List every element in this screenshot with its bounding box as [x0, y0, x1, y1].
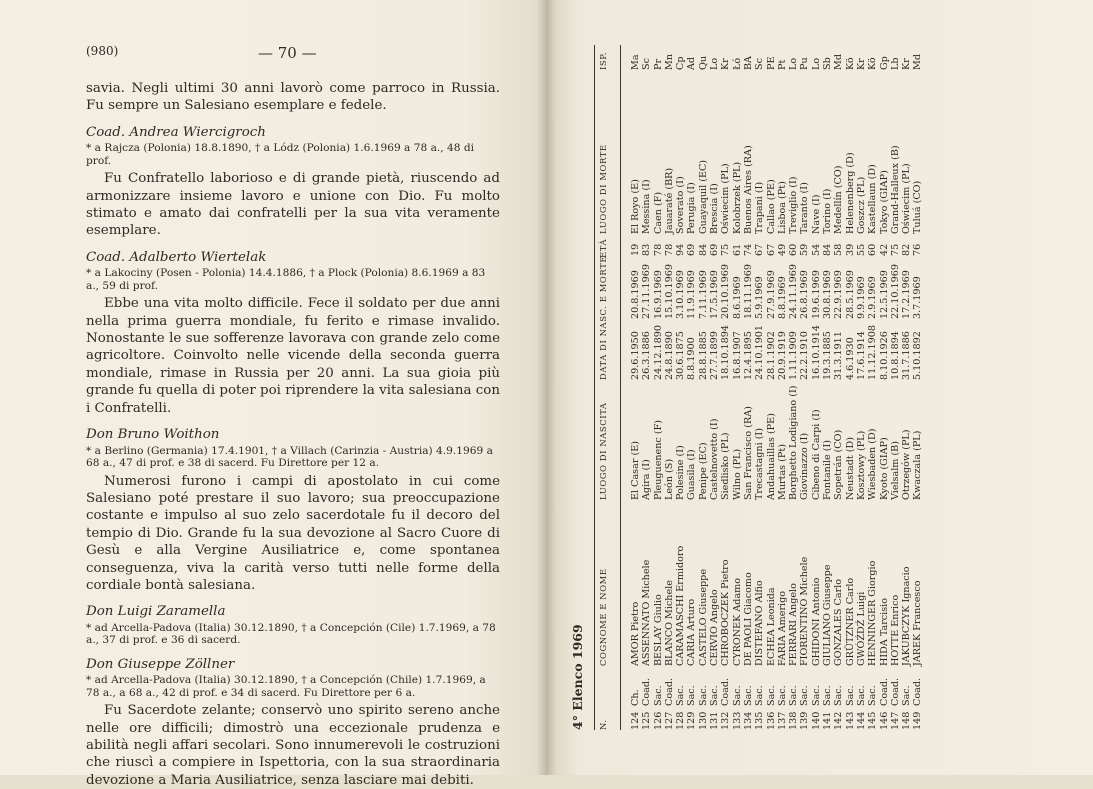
- row-data-morte: 27.11.1969: [641, 264, 653, 319]
- row-nome: GONZALES Carlo: [833, 578, 845, 666]
- rotated-table: [570, 40, 1050, 730]
- row-data-morte: 11.9.1969: [686, 270, 698, 319]
- row-eta: 69: [686, 243, 698, 256]
- row-luogo-nascita: Murtas (Pt): [776, 444, 788, 500]
- row-data-nascita: 20.9.1919: [776, 331, 788, 380]
- row-number: 126: [652, 711, 664, 730]
- table-row: [743, 45, 754, 730]
- row-eta: 78: [663, 243, 675, 256]
- row-number: 133: [731, 711, 743, 730]
- row-nome: GWÓŹDŹ Luigi: [855, 591, 867, 666]
- row-eta: 84: [822, 243, 834, 256]
- row-nome: CHROBOCZEK Pietro: [720, 559, 732, 666]
- row-eta: 84: [697, 243, 709, 256]
- obituary-entry: [86, 603, 500, 646]
- row-qualifica: Sac.: [742, 685, 754, 706]
- row-qualifica: Coad.: [720, 677, 732, 706]
- row-luogo-nascita: Siedlisko (PL): [720, 432, 732, 500]
- row-luogo-nascita: Kwaczala (PL): [912, 430, 924, 500]
- row-qualifica: Sac.: [652, 685, 664, 706]
- row-luogo-nascita: Wiesbaden (D): [867, 428, 879, 500]
- table-row: [653, 45, 664, 730]
- row-luogo-nascita: Kyoto (GIAP): [878, 437, 890, 500]
- row-eta: 82: [901, 243, 913, 256]
- table-row: [890, 45, 901, 730]
- row-luogo-morte: Oświecim (PL): [901, 163, 913, 234]
- row-eta: 78: [652, 243, 664, 256]
- row-luogo-morte: Helenenberg (D): [844, 152, 856, 234]
- table-row: [777, 45, 788, 730]
- row-luogo-nascita: Vielsalm (B): [889, 441, 901, 500]
- row-eta: 58: [833, 243, 845, 256]
- row-qualifica: Ch.: [630, 689, 641, 706]
- entry-name: Don Luigi Zaramella: [86, 604, 226, 620]
- row-isp: Kr: [855, 58, 867, 70]
- row-eta: 60: [867, 243, 879, 256]
- row-eta: 83: [641, 243, 653, 256]
- row-data-nascita: 1.11.1909: [788, 331, 800, 380]
- row-nome: FARIA Amerigo: [776, 590, 788, 666]
- row-data-morte: 22.10.1969: [889, 264, 901, 319]
- row-nome: GRÜTZNER Carlo: [844, 577, 856, 666]
- row-data-morte: 26.8.1969: [799, 270, 811, 319]
- row-nome: CARAMASCHI Ermidoro: [675, 545, 687, 666]
- row-data-morte: 27.9.1969: [765, 270, 777, 319]
- row-isp: Qu: [697, 55, 709, 70]
- row-eta: 42: [878, 243, 890, 256]
- row-luogo-morte: Kolobrzek (PL): [731, 161, 743, 234]
- row-number: 136: [765, 711, 777, 730]
- row-luogo-morte: Callao (PE): [765, 179, 777, 234]
- row-nome: BESLAY Giulio: [652, 594, 664, 666]
- row-data-nascita: 12.4.1895: [742, 331, 754, 380]
- row-number: 124: [630, 711, 641, 730]
- table-row: [698, 45, 709, 730]
- row-number: 135: [754, 711, 766, 730]
- row-qualifica: Sac.: [765, 685, 777, 706]
- row-data-nascita: 24.12.1890: [652, 325, 664, 380]
- row-data-nascita: 30.6.1875: [675, 331, 687, 380]
- row-luogo-morte: Brescia (I): [709, 183, 721, 234]
- row-luogo-nascita: Neustadt (D): [844, 437, 856, 500]
- row-qualifica: Sac.: [697, 685, 709, 706]
- row-isp: Sb: [822, 57, 834, 70]
- row-qualifica: Coad.: [889, 677, 901, 706]
- row-luogo-nascita: Borghetto Lodigiano (I): [788, 385, 800, 500]
- table-row: [664, 45, 675, 730]
- row-nome: FERRARI Angelo: [788, 583, 800, 666]
- row-luogo-morte: Torino (I): [822, 188, 834, 234]
- row-luogo-nascita: Pleuguenenc (F): [652, 420, 664, 500]
- row-nome: HIDA Tarcisio: [878, 598, 890, 666]
- row-luogo-morte: El Royo (E): [630, 179, 641, 234]
- row-number: 137: [776, 711, 788, 730]
- row-isp: Ad: [686, 56, 698, 70]
- row-nome: ASSENNATO Michele: [641, 559, 653, 666]
- table-row: [686, 45, 697, 730]
- row-nome: FIORENTINO Michele: [799, 556, 811, 666]
- row-isp: Kö: [844, 57, 856, 70]
- row-data-nascita: 29.6.1950: [630, 331, 641, 380]
- table-row: [867, 45, 878, 730]
- table-row: [912, 45, 923, 730]
- table-row: [641, 45, 652, 730]
- row-data-nascita: 11.12.1908: [867, 325, 879, 380]
- row-qualifica: Coad.: [912, 677, 924, 706]
- row-eta: 75: [889, 243, 901, 256]
- row-luogo-nascita: Kosztowy (PL): [855, 430, 867, 500]
- table-row: [788, 45, 799, 730]
- header-eta: ETÀ: [598, 238, 608, 258]
- row-data-morte: 8.6.1969: [731, 276, 743, 319]
- row-luogo-morte: Perugia (I): [686, 182, 698, 234]
- row-nome: CERVIO Angelo: [709, 589, 721, 666]
- row-luogo-nascita: Cibeno di Carpi (I): [810, 409, 822, 500]
- row-number: 127: [663, 711, 675, 730]
- header-date: DATA DI NASC. E MORTE: [598, 255, 608, 380]
- row-eta: 60: [788, 243, 800, 256]
- entry-name: Coad. Andrea Wiercigroch: [86, 124, 266, 140]
- row-number: 140: [810, 711, 822, 730]
- row-data-morte: 28.5.1969: [844, 270, 856, 319]
- row-nome: HENNINGER Giorgio: [867, 560, 879, 666]
- row-eta: 69: [709, 243, 721, 256]
- header-luogo-nascita: LUOGO DI NASCITA: [598, 402, 608, 500]
- row-data-nascita: 28.8.1885: [697, 331, 709, 380]
- row-luogo-nascita: Sopetrán (CO): [833, 429, 845, 500]
- page-number: — 70 —: [258, 44, 317, 62]
- entry-dates: * a Berlino (Germania) 17.4.1901, † a Villach (Carinzia - Austria) 4.9.1969 a 68 a., 47 di prof. e 38 di sacerd. Fu Direttore per 12 a.: [86, 444, 493, 469]
- table-row: [845, 45, 856, 730]
- row-nome: HOTTE Enrico: [889, 594, 901, 666]
- row-nome: ECHEA Leonida: [765, 587, 777, 666]
- row-luogo-nascita: San Francisco (RA): [742, 406, 754, 500]
- row-luogo-nascita: Fontanile (I): [822, 440, 834, 500]
- row-qualifica: Sac.: [810, 685, 822, 706]
- row-number: 128: [675, 711, 687, 730]
- row-luogo-nascita: León (S): [663, 458, 675, 500]
- row-qualifica: Sac.: [675, 685, 687, 706]
- row-eta: 67: [754, 243, 766, 256]
- row-number: 143: [844, 711, 856, 730]
- row-number: 131: [709, 711, 721, 730]
- obituary-entry: [86, 249, 500, 417]
- row-luogo-nascita: Agira (I): [641, 459, 653, 500]
- row-data-morte: 8.8.1969: [776, 276, 788, 319]
- entry-dates: * a Rajcza (Polonia) 18.8.1890, † a Lódz (Polonia) 1.6.1969 a 78 a., 48 di prof.: [86, 142, 475, 167]
- entry-dates: * ad Arcella-Padova (Italia) 30.12.1890, † a Concepción (Chile) 1.7.1969, a 78 a., a 68 a., 42 di prof. e 34 di sacerd. Fu Direttore per 6 a.: [86, 674, 486, 699]
- row-luogo-morte: Grand-Halleux (B): [889, 145, 901, 234]
- row-nome: CASTELO Giuseppe: [697, 568, 709, 666]
- row-data-morte: 3.7.1969: [912, 276, 924, 319]
- row-eta: 74: [742, 243, 754, 256]
- row-eta: 75: [720, 243, 732, 256]
- row-luogo-nascita: Andahuaillas (PE): [765, 413, 777, 500]
- table-row: [630, 45, 641, 730]
- row-nome: DISTEFANO Alfio: [754, 580, 766, 666]
- table-row: [766, 45, 777, 730]
- table-row: [720, 45, 731, 730]
- book-gutter: [536, 0, 556, 775]
- table-row: [879, 45, 890, 730]
- row-luogo-morte: Taranto (I): [799, 182, 811, 234]
- row-eta: 67: [765, 243, 777, 256]
- row-number: 146: [878, 711, 890, 730]
- row-luogo-nascita: Guasila (I): [686, 449, 698, 500]
- row-luogo-morte: Buenos Aires (RA): [742, 145, 754, 234]
- row-isp: Lb: [889, 57, 901, 70]
- row-data-morte: 22.9.1969: [833, 270, 845, 319]
- row-data-nascita: 22.2.1910: [799, 331, 811, 380]
- row-number: 139: [799, 711, 811, 730]
- table-row: [811, 45, 822, 730]
- row-data-morte: 17.2.1969: [901, 270, 913, 319]
- row-data-morte: 12.5.1969: [878, 270, 890, 319]
- table-row: [675, 45, 686, 730]
- row-luogo-morte: Tuluá (CO): [912, 180, 924, 234]
- row-qualifica: Sac.: [833, 685, 845, 706]
- table-row: [901, 45, 912, 730]
- row-nome: AMOR Pietro: [630, 601, 641, 666]
- row-data-nascita: 8.8.1900: [686, 337, 698, 380]
- row-data-nascita: 17.6.1914: [855, 331, 867, 380]
- intro-paragraph: savia. Negli ultimi 30 anni lavorò come parroco in Russia. Fu sempre un Salesiano esemplare e fedele.: [86, 81, 500, 114]
- obituary-entry: [86, 656, 500, 789]
- row-data-nascita: 16.8.1907: [731, 331, 743, 380]
- row-luogo-morte: Soverato (I): [675, 176, 687, 234]
- table-row: [754, 45, 765, 730]
- row-number: 149: [912, 711, 924, 730]
- obituary-entry: [86, 426, 500, 594]
- row-qualifica: Sac.: [799, 685, 811, 706]
- entry-text: Numerosi furono i campi di apostolato in cui come Salesiano poté prestare il suo lavoro; sua preoccupazione costante e impulso al suo zelo sacerdotale fu il decoro del tempio di Dio. Grande fu la sua devozione al Sacro Cuore di Gesù e alla Vergine Ausiliatrice e, come spontanea conseguenza, viva la carità verso tutti nelle forme della cordiale bontà salesiana.: [86, 473, 500, 593]
- row-data-morte: 9.9.1969: [855, 276, 867, 319]
- row-data-nascita: 31.7.1886: [901, 331, 913, 380]
- row-isp: Lo: [788, 57, 800, 70]
- row-luogo-morte: Nave (I): [810, 194, 822, 234]
- row-qualifica: Coad.: [663, 677, 675, 706]
- row-data-nascita: 16.10.1914: [810, 325, 822, 380]
- entry-name: Coad. Adalberto Wiertelak: [86, 249, 267, 265]
- row-data-nascita: 24.8.1890: [663, 331, 675, 380]
- table-header-rule: [620, 45, 621, 730]
- row-luogo-nascita: Castelnovetto (I): [709, 418, 721, 500]
- row-isp: PE: [765, 56, 777, 70]
- row-eta: 76: [912, 243, 924, 256]
- row-nome: JAREK Francesco: [912, 580, 924, 666]
- entry-text: Ebbe una vita molto difficile. Fece il soldato per due anni nella prima guerra mondiale, fu ferito e rimase invalido. Nonostante le sue sofferenze lavorava con grande zelo come agricoltore. Coinvolto nelle vicende della seconda guerra mondiale, rimase in Russia per 20 anni. La sua gioia più grande fu quella di poter poi riprendere la vita salesiana con i Confratelli.: [86, 296, 500, 416]
- row-data-nascita: 26.3.1886: [641, 331, 653, 380]
- row-isp: Gp: [878, 56, 890, 70]
- row-data-nascita: 28.1.1902: [765, 331, 777, 380]
- table-row: [732, 45, 743, 730]
- row-nome: BLANCO Michele: [663, 580, 675, 666]
- page-reference: (980): [86, 44, 119, 58]
- table-body: [630, 45, 924, 730]
- row-qualifica: Sac.: [855, 685, 867, 706]
- row-eta: 94: [675, 243, 687, 256]
- table-row: [856, 45, 867, 730]
- row-qualifica: Sac.: [788, 685, 800, 706]
- row-data-morte: 3.10.1969: [675, 270, 687, 319]
- row-nome: CARIA Arturo: [686, 598, 698, 666]
- row-eta: 59: [799, 243, 811, 256]
- row-qualifica: Sac.: [867, 685, 879, 706]
- row-data-morte: 16.9.1969: [652, 270, 664, 319]
- row-qualifica: Sac.: [754, 685, 766, 706]
- row-eta: 19: [630, 243, 641, 256]
- row-qualifica: Sac.: [686, 685, 698, 706]
- row-luogo-nascita: Polesine (I): [675, 445, 687, 500]
- table-row: [799, 45, 810, 730]
- row-data-nascita: 31.3.1911: [833, 331, 845, 380]
- row-luogo-morte: Treviglio (I): [788, 176, 800, 234]
- row-isp: Lo: [810, 57, 822, 70]
- row-data-morte: 17.5.1969: [709, 270, 721, 319]
- row-qualifica: Coad.: [878, 677, 890, 706]
- row-luogo-morte: Kastellaun (D): [867, 164, 879, 234]
- row-number: 138: [788, 711, 800, 730]
- row-number: 148: [901, 711, 913, 730]
- entry-dates: * a Lakociny (Posen - Polonia) 14.4.1886, † a Plock (Polonia) 8.6.1969 a 83 a., 59 di prof.: [86, 267, 486, 292]
- row-eta: 39: [844, 243, 856, 256]
- obituary-entry: [86, 124, 500, 240]
- row-isp: Łó: [731, 57, 743, 70]
- row-number: 132: [720, 711, 732, 730]
- row-eta: 54: [810, 243, 822, 256]
- row-qualifica: Sac.: [822, 685, 834, 706]
- row-isp: Pu: [799, 57, 811, 70]
- row-luogo-morte: Guayaquil (EC): [697, 159, 709, 234]
- row-eta: 55: [855, 243, 867, 256]
- row-luogo-nascita: Penipe (EC): [697, 442, 709, 500]
- row-data-morte: 30.8.1969: [822, 270, 834, 319]
- row-luogo-morte: Jauaraté (BR): [663, 167, 675, 234]
- row-number: 130: [697, 711, 709, 730]
- row-data-morte: 5.9.1969: [754, 276, 766, 319]
- header-luogo-morte: LUOGO DI MORTE: [598, 144, 608, 234]
- row-nome: CYRONEK Adamo: [731, 577, 743, 666]
- entry-dates: * ad Arcella-Padova (Italia) 30.12.1890, † a Concepción (Cile) 1.7.1969, a 78 a., 37 di prof. e 36 di sacerd.: [86, 621, 496, 647]
- row-data-morte: 19.6.1969: [810, 270, 822, 319]
- table-title: 4° Elenco 1969: [570, 624, 585, 730]
- row-nome: GIULIANO Giuseppe: [822, 564, 834, 666]
- row-luogo-nascita: El Casar (E): [630, 441, 641, 500]
- table-row: [822, 45, 833, 730]
- row-data-nascita: 18.10.1894: [720, 325, 732, 380]
- row-eta: 49: [776, 243, 788, 256]
- row-number: 145: [867, 711, 879, 730]
- table-row: [709, 45, 720, 730]
- row-data-morte: 24.11.1969: [788, 264, 800, 319]
- row-data-nascita: 24.10.1901: [754, 325, 766, 380]
- row-isp: Kr: [720, 58, 732, 70]
- row-luogo-morte: Messina (I): [641, 179, 653, 234]
- row-qualifica: Coad.: [641, 677, 653, 706]
- row-qualifica: Sac.: [731, 685, 743, 706]
- row-luogo-morte: Caen (F): [652, 191, 664, 234]
- entry-text: Fu Confratello laborioso e di grande pietà, riuscendo ad armonizzare insieme lavoro e unione con Dio. Fu molto stimato e amato dai confratelli per la sua vita veramente esemplare.: [86, 171, 500, 239]
- entry-text: Fu Sacerdote zelante; conservò uno spirito sereno anche nelle ore difficili; dimostrò una eccezionale prudenza e abilità negli affari secolari. Sono innumerevoli le costruzioni che riuscì a compiere in Ispettoria, con la sua straordinaria devozione a Maria Ausiliatrice, senza lasciare mai debiti.: [86, 703, 500, 788]
- row-luogo-morte: Goszcz (PL): [855, 176, 867, 234]
- row-number: 141: [822, 711, 834, 730]
- row-data-nascita: 27.7.1899: [709, 331, 721, 380]
- obituary-text: [86, 80, 500, 789]
- row-luogo-morte: Trapani (I): [754, 181, 766, 234]
- row-nome: GHIDONI Antonio: [810, 577, 822, 666]
- row-isp: Md: [833, 54, 845, 70]
- row-data-morte: 20.10.1969: [720, 264, 732, 319]
- page-header: [0, 44, 546, 64]
- row-data-nascita: 4.6.1930: [844, 337, 856, 380]
- row-isp: Pr: [652, 58, 664, 70]
- row-data-morte: 15.10.1969: [663, 264, 675, 319]
- row-luogo-morte: Medellín (CO): [833, 165, 845, 234]
- row-number: 147: [889, 711, 901, 730]
- row-luogo-nascita: Giovinazzo (I): [799, 432, 811, 500]
- row-isp: Cp: [675, 56, 687, 70]
- row-isp: Md: [912, 54, 924, 70]
- row-luogo-nascita: Otrzegów (PL): [901, 429, 913, 500]
- row-luogo-morte: Tokyo (GIAP): [878, 170, 890, 234]
- entry-name: Don Bruno Woithon: [86, 427, 220, 443]
- header-nome: COGNOME E NOME: [598, 568, 608, 666]
- row-data-nascita: 8.10.1926: [878, 331, 890, 380]
- row-isp: BA: [742, 56, 754, 70]
- row-luogo-nascita: Trecastagni (I): [754, 428, 766, 500]
- row-number: 125: [641, 711, 653, 730]
- row-qualifica: Sac.: [709, 685, 721, 706]
- row-qualifica: Sac.: [901, 685, 913, 706]
- row-luogo-morte: Lisboa (Pt): [776, 181, 788, 234]
- row-number: 142: [833, 711, 845, 730]
- row-isp: Lo: [709, 57, 721, 70]
- row-isp: Kö: [867, 57, 879, 70]
- row-isp: Kr: [901, 58, 913, 70]
- row-data-morte: 18.11.1969: [742, 264, 754, 319]
- row-nome: JAKUBCZYK Ignacio: [901, 566, 913, 666]
- row-data-nascita: 5.10.1892: [912, 331, 924, 380]
- row-data-nascita: 19.3.1885: [822, 331, 834, 380]
- row-isp: Sc: [754, 58, 766, 70]
- row-qualifica: Sac.: [844, 685, 856, 706]
- row-isp: Pt: [776, 59, 788, 70]
- table-top-rule: [594, 45, 595, 730]
- entry-name: Don Giuseppe Zöllner: [86, 656, 235, 672]
- row-isp: Mn: [663, 53, 675, 70]
- row-data-morte: 7.11.1969: [697, 270, 709, 319]
- table-row: [833, 45, 844, 730]
- header-n: N.: [598, 719, 608, 730]
- row-isp: Ma: [630, 54, 641, 70]
- row-number: 129: [686, 711, 698, 730]
- row-isp: Sc: [641, 58, 653, 70]
- left-page: [0, 0, 546, 788]
- row-luogo-nascita: Wilno (PL): [731, 448, 743, 500]
- row-eta: 61: [731, 243, 743, 256]
- header-isp: ISP.: [598, 51, 608, 70]
- row-qualifica: Sac.: [776, 685, 788, 706]
- row-data-morte: 20.8.1969: [630, 270, 641, 319]
- row-luogo-morte: Oświecim (PL): [720, 163, 732, 234]
- row-nome: DE PAOLI Giacomo: [742, 572, 754, 666]
- row-data-morte: 2.9.1969: [867, 276, 879, 319]
- row-data-nascita: 10.8.1894: [889, 331, 901, 380]
- row-number: 144: [855, 711, 867, 730]
- row-number: 134: [742, 711, 754, 730]
